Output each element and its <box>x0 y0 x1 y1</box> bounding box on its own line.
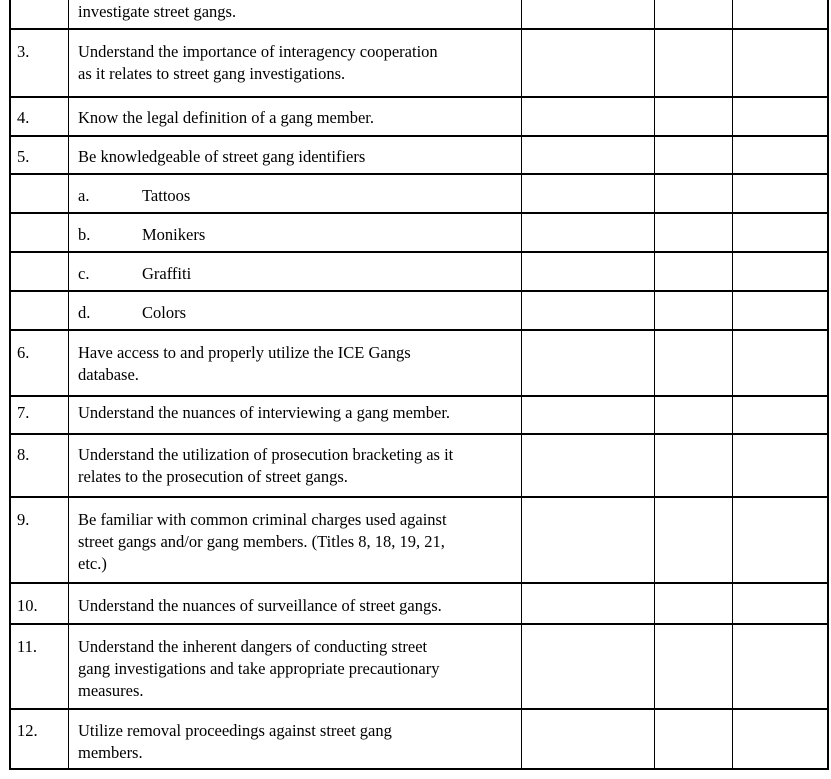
row-divider <box>9 212 829 214</box>
row-divider <box>9 173 829 175</box>
item-description-line: Be knowledgeable of street gang identifiers <box>78 147 366 166</box>
item-description-line: etc.) <box>78 554 107 573</box>
row-divider <box>9 28 829 30</box>
sub-item-text: Monikers <box>142 225 206 244</box>
item-description-line: gang investigations and take appropriate precautionary <box>78 659 440 678</box>
item-description-line: Understand the utilization of prosecution bracketing as it <box>78 445 454 464</box>
item-description-line: Be familiar with common criminal charges used against <box>78 510 447 529</box>
item-description-line: Know the legal definition of a gang member. <box>78 108 375 127</box>
item-description-line: database. <box>78 365 139 384</box>
sub-item-text: Tattoos <box>142 186 191 205</box>
table-border-bottom <box>9 768 829 770</box>
continuation-text: investigate street gangs. <box>78 2 237 21</box>
row-divider <box>9 135 829 137</box>
item-number: 4. <box>17 108 30 127</box>
item-number: 10. <box>17 596 38 615</box>
row-divider <box>9 290 829 292</box>
column-divider-number <box>68 0 69 770</box>
row-divider <box>9 96 829 98</box>
item-description-line: measures. <box>78 681 144 700</box>
item-number: 7. <box>17 403 30 422</box>
column-divider-description <box>521 0 522 770</box>
item-description-line: members. <box>78 743 143 762</box>
row-divider <box>9 433 829 435</box>
row-divider <box>9 329 829 331</box>
item-description-line: street gangs and/or gang members. (Titles 8, 18, 19, 21, <box>78 532 445 551</box>
item-description-line: Understand the inherent dangers of conducting street <box>78 637 428 656</box>
sub-item-text: Colors <box>142 303 187 322</box>
item-number: 12. <box>17 721 38 740</box>
item-description-line: Have access to and properly utilize the ICE Gangs <box>78 343 411 362</box>
column-divider-check-1 <box>654 0 655 770</box>
row-divider <box>9 582 829 584</box>
item-description-line: as it relates to street gang investigations. <box>78 64 346 83</box>
column-divider-check-2 <box>732 0 733 770</box>
row-divider <box>9 251 829 253</box>
item-number: 6. <box>17 343 30 362</box>
row-divider <box>9 496 829 498</box>
row-divider <box>9 395 829 397</box>
sub-item-letter: b. <box>78 225 91 244</box>
row-divider <box>9 708 829 710</box>
sub-item-letter: c. <box>78 264 90 283</box>
sub-item-letter: d. <box>78 303 91 322</box>
table-border-right <box>827 0 829 770</box>
table-border-left <box>9 0 11 770</box>
item-number: 9. <box>17 510 30 529</box>
item-number: 3. <box>17 42 30 61</box>
item-description-line: Understand the nuances of interviewing a gang member. <box>78 403 451 422</box>
item-description-line: relates to the prosecution of street gangs. <box>78 467 348 486</box>
item-number: 11. <box>17 637 38 656</box>
sub-item-text: Graffiti <box>142 264 192 283</box>
item-number: 8. <box>17 445 30 464</box>
row-divider <box>9 623 829 625</box>
item-description-line: Understand the nuances of surveillance of street gangs. <box>78 596 442 615</box>
item-number: 5. <box>17 147 30 166</box>
item-description-line: Understand the importance of interagency cooperation <box>78 42 438 61</box>
sub-item-letter: a. <box>78 186 90 205</box>
item-description-line: Utilize removal proceedings against street gang <box>78 721 392 740</box>
